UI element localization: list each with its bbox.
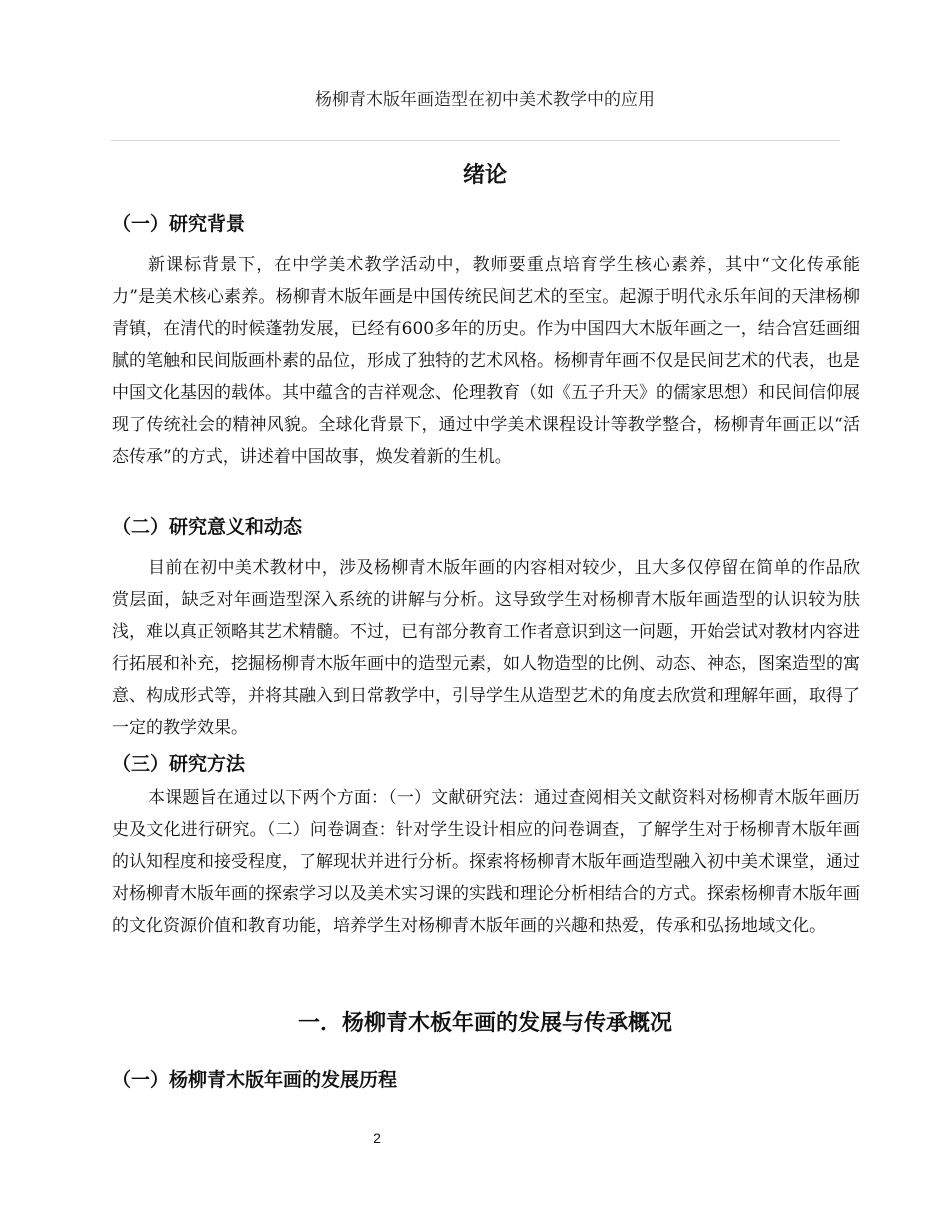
section-heading-history: （一）杨柳青木版年画的发展历程 bbox=[112, 1069, 398, 1091]
section-heading-methods: （三）研究方法 bbox=[112, 753, 246, 775]
header-divider bbox=[110, 140, 840, 141]
paragraph-methods: 本课题旨在通过以下两个方面：（一）文献研究法：通过查阅相关文献资料对杨柳青木版年画历史及文化进行研究。（二）问卷调查：针对学生设计相应的问卷调查，了解学生对于杨柳青木版年画的认知程度和接受程度，了解现状并进行分析。探索将杨柳青木版年画造型融入初中美术课堂，通过对杨柳青木版年画的探索学习以及美术实习课的实践和理论分析相结合的方式。探索杨柳青木版年画的文化资源价值和教育功能，培养学生对杨柳青木版年画的兴趣和热爱，传承和弘扬地域文化。 bbox=[112, 788, 860, 936]
intro-title: 绪论 bbox=[462, 163, 507, 188]
section-heading-background: （一）研究背景 bbox=[112, 213, 246, 235]
running-header: 杨柳青木版年画造型在初中美术教学中的应用 bbox=[315, 90, 655, 110]
section-heading-significance: （二）研究意义和动态 bbox=[112, 516, 303, 538]
chapter-one-title: 一．杨柳青木板年画的发展与传承概况 bbox=[297, 1011, 672, 1036]
paragraph-significance: 目前在初中美术教材中，涉及杨柳青木版年画的内容相对较少，且大多仅停留在简单的作品欣赏层面，缺乏对年画造型深入系统的讲解与分析。这导致学生对杨柳青木版年画造型的认识较为肤浅，难以真正领略其艺术精髓。不过，已有部分教育工作者意识到这一问题，开始尝试对教材内容进行拓展和补充，挖掘杨柳青木版年画中的造型元素，如人物造型的比例、动态、神态，图案造型的寓意、构成形式等，并将其融入到日常教学中，引导学生从造型艺术的角度去欣赏和理解年画，取得了一定的教学效果。 bbox=[112, 558, 860, 738]
paragraph-background: 新课标背景下，在中学美术教学活动中，教师要重点培育学生核心素养，其中“文化传承能力”是美术核心素养。杨柳青木版年画是中国传统民间艺术的至宝。起源于明代永乐年间的天津杨柳青镇，在清代的时候蓬勃发展，已经有600多年的历史。作为中国四大木版年画之一，结合宫廷画细腻的笔触和民间版画朴素的品位，形成了独特的艺术风格。杨柳青年画不仅是民间艺术的代表，也是中国文化基因的载体。其中蕴含的吉祥观念、伦理教育（如《五子升天》的儒家思想）和民间信仰展现了传统社会的精神风貌。全球化背景下，通过中学美术课程设计等教学整合，杨柳青年画正以“活态传承”的方式，讲述着中国故事，焕发着新的生机。 bbox=[112, 255, 860, 467]
page-number: 2 bbox=[373, 1130, 381, 1146]
